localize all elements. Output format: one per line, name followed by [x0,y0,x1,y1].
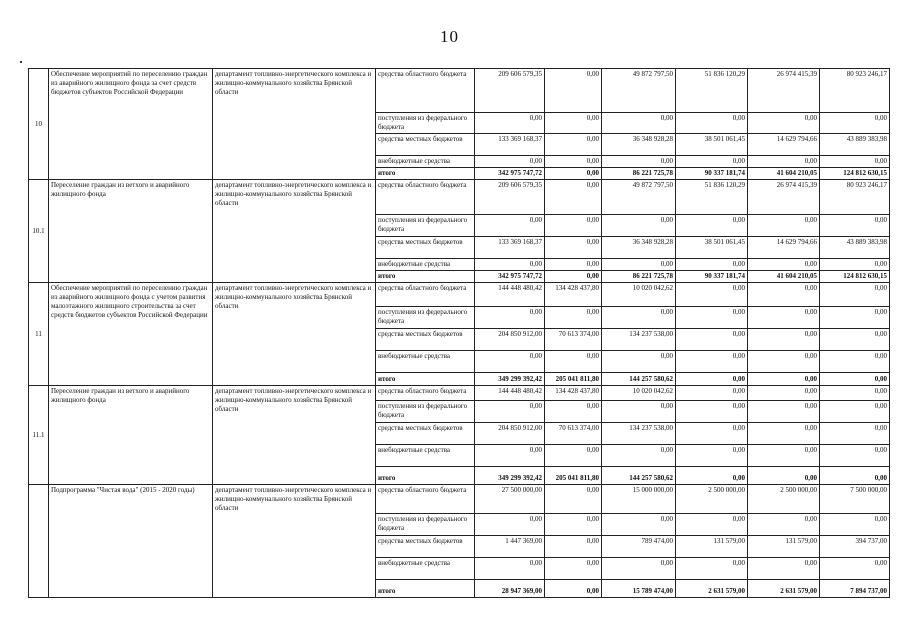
amount-cell: 70 613 374,00 [545,329,602,351]
amount-cell: 0,00 [602,445,676,467]
amount-cell: 0,00 [545,558,602,580]
table-row [29,283,890,307]
amount-cell: 0,00 [475,113,545,134]
amount-cell: 0,00 [676,386,748,401]
amount-cell: 0,00 [545,351,602,373]
amount-cell: 134 428 437,80 [545,386,602,401]
amount-cell: 0,00 [475,514,545,536]
amount-cell: 0,00 [545,536,602,558]
amount-cell: 0,00 [676,329,748,351]
amount-cell: 28 947 369,00 [475,580,545,598]
amount-cell: 144 257 580,62 [602,373,676,386]
funding-source: средства областного бюджета [376,283,475,307]
funding-source: поступления из федерального бюджета [376,215,475,237]
amount-cell: 0,00 [748,401,820,423]
table-row [29,485,890,514]
amount-cell: 394 737,00 [820,536,890,558]
funding-source: внебюджетные средства [376,351,475,373]
funding-table-body [29,69,890,598]
funding-source: внебюджетные средства [376,445,475,467]
amount-cell: 144 257 580,62 [602,467,676,485]
amount-cell: 349 299 392,42 [475,373,545,386]
amount-cell: 0,00 [748,113,820,134]
amount-cell: 0,00 [820,558,890,580]
amount-cell: 0,00 [602,514,676,536]
amount-cell: 0,00 [748,423,820,445]
amount-cell: 0,00 [545,485,602,514]
measure-name: Переселение граждан из ветхого и аварийного жилищного фонда [49,386,213,485]
amount-cell: 0,00 [820,259,890,271]
amount-cell: 0,00 [820,445,890,467]
amount-cell: 43 889 383,98 [820,134,890,156]
amount-cell: 7 500 000,00 [820,485,890,514]
amount-cell: 0,00 [602,307,676,329]
funding-source: итого [376,580,475,598]
responsible-department: департамент топливно-энергетического комплекса и жилищно-коммунального хозяйства Брянской области [213,283,376,386]
amount-cell: 14 629 794,66 [748,134,820,156]
funding-source: поступления из федерального бюджета [376,401,475,423]
amount-cell: 0,00 [820,283,890,307]
amount-cell: 0,00 [676,283,748,307]
amount-cell: 131 579,00 [748,536,820,558]
amount-cell: 1 447 369,00 [475,536,545,558]
amount-cell: 0,00 [545,580,602,598]
amount-cell: 0,00 [748,467,820,485]
amount-cell: 26 974 415,39 [748,69,820,113]
amount-cell: 26 974 415,39 [748,180,820,215]
funding-source: средства местных бюджетов [376,237,475,259]
amount-cell: 0,00 [748,215,820,237]
amount-cell: 90 337 181,74 [676,271,748,283]
amount-cell: 0,00 [676,445,748,467]
amount-cell: 0,00 [602,558,676,580]
responsible-department: департамент топливно-энергетического комплекса и жилищно-коммунального хозяйства Брянской области [213,69,376,180]
amount-cell: 0,00 [820,386,890,401]
amount-cell: 0,00 [748,307,820,329]
amount-cell: 0,00 [820,351,890,373]
funding-source: итого [376,467,475,485]
amount-cell: 0,00 [545,113,602,134]
amount-cell: 38 501 061,45 [676,237,748,259]
amount-cell: 0,00 [748,445,820,467]
amount-cell: 51 836 120,29 [676,69,748,113]
amount-cell: 2 500 000,00 [676,485,748,514]
item-number: 11.1 [29,386,49,485]
responsible-department: департамент топливно-энергетического комплекса и жилищно-коммунального хозяйства Брянской области [213,386,376,485]
amount-cell: 41 604 210,05 [748,168,820,180]
amount-cell: 0,00 [748,329,820,351]
funding-source: поступления из федерального бюджета [376,307,475,329]
amount-cell: 86 221 725,78 [602,168,676,180]
funding-source: средства областного бюджета [376,180,475,215]
amount-cell: 0,00 [475,351,545,373]
funding-source: внебюджетные средства [376,259,475,271]
funding-source: средства местных бюджетов [376,423,475,445]
item-number: 11 [29,283,49,386]
amount-cell: 204 850 912,00 [475,423,545,445]
amount-cell: 2 631 579,00 [676,580,748,598]
amount-cell: 41 604 210,05 [748,271,820,283]
amount-cell: 0,00 [602,113,676,134]
amount-cell: 0,00 [820,373,890,386]
amount-cell: 27 500 000,00 [475,485,545,514]
amount-cell: 0,00 [475,156,545,168]
funding-source: итого [376,168,475,180]
amount-cell: 0,00 [676,467,748,485]
amount-cell: 349 299 392,42 [475,467,545,485]
amount-cell: 0,00 [602,351,676,373]
amount-cell: 209 606 579,35 [475,69,545,113]
amount-cell: 0,00 [676,156,748,168]
table-row [29,69,890,113]
amount-cell: 0,00 [475,259,545,271]
amount-cell: 0,00 [475,401,545,423]
amount-cell: 0,00 [602,259,676,271]
scan-speck [20,61,22,63]
funding-source: средства местных бюджетов [376,536,475,558]
amount-cell: 2 631 579,00 [748,580,820,598]
amount-cell: 205 041 811,80 [545,467,602,485]
amount-cell: 49 872 797,50 [602,180,676,215]
amount-cell: 0,00 [545,259,602,271]
amount-cell: 0,00 [545,271,602,283]
amount-cell: 90 337 181,74 [676,168,748,180]
amount-cell: 133 369 168,37 [475,134,545,156]
amount-cell: 0,00 [545,514,602,536]
table-row [29,386,890,401]
amount-cell: 0,00 [545,180,602,215]
amount-cell: 0,00 [545,168,602,180]
amount-cell: 14 629 794,66 [748,237,820,259]
amount-cell: 789 474,00 [602,536,676,558]
measure-name: Обеспечение мероприятий по переселению граждан из аварийного жилищного фонда за счет средств бюджетов субъектов Российской Федерации [49,69,213,180]
amount-cell: 144 448 480,42 [475,283,545,307]
amount-cell: 0,00 [820,467,890,485]
amount-cell: 0,00 [820,514,890,536]
amount-cell: 43 889 383,98 [820,237,890,259]
amount-cell: 0,00 [748,259,820,271]
amount-cell: 209 606 579,35 [475,180,545,215]
amount-cell: 36 348 928,28 [602,237,676,259]
amount-cell: 0,00 [820,329,890,351]
amount-cell: 0,00 [820,423,890,445]
amount-cell: 0,00 [475,558,545,580]
measure-name: Обеспечение мероприятий по переселению граждан из аварийного жилищного фонда с учетом развития малоэтажного жилищного строительства за счет средств бюджетов субъектов Российской Федерации [49,283,213,386]
amount-cell: 0,00 [602,215,676,237]
amount-cell: 0,00 [545,401,602,423]
amount-cell: 0,00 [748,351,820,373]
amount-cell: 133 369 168,37 [475,237,545,259]
amount-cell: 0,00 [748,283,820,307]
amount-cell: 342 975 747,72 [475,271,545,283]
amount-cell: 0,00 [676,558,748,580]
amount-cell: 0,00 [748,386,820,401]
funding-source: итого [376,373,475,386]
amount-cell: 124 812 630,15 [820,168,890,180]
measure-name: Переселение граждан из ветхого и аварийного жилищного фонда [49,180,213,283]
amount-cell: 0,00 [820,215,890,237]
amount-cell: 0,00 [475,215,545,237]
amount-cell: 134 237 538,00 [602,423,676,445]
funding-source: внебюджетные средства [376,156,475,168]
amount-cell: 205 041 811,80 [545,373,602,386]
funding-source: средства областного бюджета [376,386,475,401]
funding-source: средства областного бюджета [376,485,475,514]
amount-cell: 38 501 061,45 [676,134,748,156]
funding-source: поступления из федерального бюджета [376,514,475,536]
amount-cell: 0,00 [475,307,545,329]
amount-cell: 80 923 246,17 [820,180,890,215]
amount-cell: 15 789 474,00 [602,580,676,598]
amount-cell: 0,00 [748,558,820,580]
amount-cell: 0,00 [820,401,890,423]
amount-cell: 0,00 [676,401,748,423]
amount-cell: 131 579,00 [676,536,748,558]
amount-cell: 0,00 [820,307,890,329]
amount-cell: 0,00 [676,423,748,445]
amount-cell: 124 812 630,15 [820,271,890,283]
amount-cell: 342 975 747,72 [475,168,545,180]
responsible-department: департамент топливно-энергетического комплекса и жилищно-коммунального хозяйства Брянской области [213,180,376,283]
page-number: 10 [440,27,459,46]
funding-source: поступления из федерального бюджета [376,113,475,134]
amount-cell: 0,00 [676,373,748,386]
amount-cell: 70 613 374,00 [545,423,602,445]
amount-cell: 0,00 [602,401,676,423]
amount-cell: 0,00 [676,259,748,271]
amount-cell: 0,00 [748,373,820,386]
item-number [29,485,49,598]
amount-cell: 0,00 [545,134,602,156]
amount-cell: 0,00 [676,351,748,373]
amount-cell: 134 428 437,80 [545,283,602,307]
amount-cell: 0,00 [748,514,820,536]
amount-cell: 0,00 [602,156,676,168]
table-row [29,180,890,215]
amount-cell: 134 237 538,00 [602,329,676,351]
amount-cell: 10 020 042,62 [602,386,676,401]
amount-cell: 2 500 000,00 [748,485,820,514]
amount-cell: 0,00 [475,445,545,467]
amount-cell: 80 923 246,17 [820,69,890,113]
amount-cell: 0,00 [545,237,602,259]
funding-table [28,68,890,598]
amount-cell: 0,00 [545,445,602,467]
amount-cell: 86 221 725,78 [602,271,676,283]
item-number: 10 [29,69,49,180]
amount-cell: 0,00 [676,514,748,536]
funding-source: средства местных бюджетов [376,134,475,156]
amount-cell: 0,00 [545,307,602,329]
amount-cell: 51 836 120,29 [676,180,748,215]
measure-name: Подпрограмма "Чистая вода" (2015 - 2020 годы) [49,485,213,598]
amount-cell: 0,00 [820,156,890,168]
funding-source: итого [376,271,475,283]
amount-cell: 0,00 [820,113,890,134]
funding-source: внебюджетные средства [376,558,475,580]
amount-cell: 0,00 [545,215,602,237]
amount-cell: 0,00 [676,215,748,237]
amount-cell: 15 000 000,00 [602,485,676,514]
amount-cell: 0,00 [676,307,748,329]
amount-cell: 0,00 [676,113,748,134]
amount-cell: 7 894 737,00 [820,580,890,598]
funding-source: средства областного бюджета [376,69,475,113]
amount-cell: 0,00 [545,156,602,168]
item-number: 10.1 [29,180,49,283]
amount-cell: 10 020 042,62 [602,283,676,307]
amount-cell: 0,00 [545,69,602,113]
amount-cell: 36 348 928,28 [602,134,676,156]
amount-cell: 204 850 912,00 [475,329,545,351]
amount-cell: 0,00 [748,156,820,168]
amount-cell: 144 448 480,42 [475,386,545,401]
responsible-department: департамент топливно-энергетического комплекса и жилищно-коммунального хозяйства Брянской области [213,485,376,598]
amount-cell: 49 872 797,50 [602,69,676,113]
funding-source: средства местных бюджетов [376,329,475,351]
